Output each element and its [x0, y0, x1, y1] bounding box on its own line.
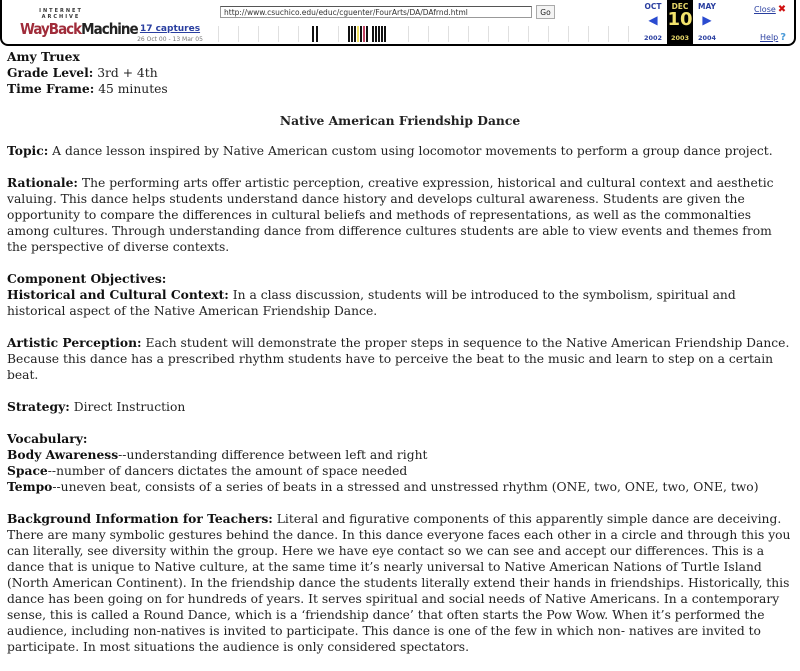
vocab-item: Space--number of dancers dictates the amount of space needed: [7, 463, 408, 478]
capture-sparkline[interactable]: [212, 24, 632, 44]
captures-link[interactable]: 17 captures: [139, 24, 201, 34]
current-month: DEC: [671, 2, 689, 11]
logo-machine-text: Machine: [81, 20, 138, 38]
captures-info: [130, 24, 210, 43]
current-capture: [667, 0, 693, 44]
objectives-heading: Component Objectives:: [7, 271, 167, 286]
next-arrow-icon[interactable]: ▶: [702, 13, 712, 27]
prev-year: 2002: [643, 34, 663, 42]
artistic-perception-section: Artistic Perception: Each student will demonstrate the proper steps in sequence to the Native American Friendship Dance. Because this dance has a prescribed rhythm students have to perceive the beat to the music and learn to step on a certain beat.: [7, 335, 790, 382]
capture-date-range: 26 Oct 00 - 13 Mar 05: [137, 36, 203, 43]
help-icon[interactable]: ?: [780, 32, 787, 43]
background-section: Background Information for Teachers: Literal and figurative components of this apparently simple dance are deceiving. There are many symbolic gestures behind the dance. In this dance everyone faces each other in a circle and through this you can literally, see diversity within the group. Here we have eye contact so we can see and accept our differences. This is a dance that is unique to Native culture, at the same time it’s nearly universal to Native American Nations of Turtle Island (North American Continent). In the friendship dance the students literally extend their hands in friendships. Historically, this dance has been going on for hundreds of years. It serves spiritual and social needs of Native Americans. In a contemporary sense, this is called a Round Dance, which is a ‘friendship dance’ that often starts the Pow Wow. When it’s performed the audience, including non-natives is invited to participate. This dance is one of the few in which non- natives are invited to participate. In most situations the audience is only considered spectators.: [7, 511, 791, 654]
prev-month: OCT: [644, 2, 662, 11]
next-capture[interactable]: [694, 0, 720, 44]
lesson-document: [7, 49, 793, 671]
logo-wayback-text: WayBack: [20, 20, 82, 38]
logo-internet-archive-text: INTERNET ARCHIVE: [39, 8, 83, 20]
next-year: 2004: [697, 34, 717, 42]
close-icon[interactable]: ✖: [777, 4, 787, 15]
help-button[interactable]: Help ?: [760, 32, 787, 43]
current-year: 2003: [670, 34, 690, 42]
page-title: Native American Friendship Dance: [279, 113, 521, 128]
go-button[interactable]: Go: [536, 5, 555, 19]
rationale-section: Rationale: The performing arts offer artistic perception, creative expression, historical and cultural context and aesthetic valuing. This dance helps students understand dance history and develops cultural awareness. Students are given the opportunity to compare the differences in cultural beliefs and methods of representations, as well as the commonalties among cultures. Through understanding dance from difference cultures students are able to view events and themes from the perspective of diverse contexts.: [7, 175, 774, 254]
author: Amy Truex: [7, 49, 80, 64]
grade-level: Grade Level: 3rd + 4th: [7, 65, 158, 80]
prev-arrow-icon[interactable]: ◀: [648, 13, 658, 27]
topic-section: Topic: A dance lesson inspired by Native American custom using locomotor movements to perform a group dance project.: [7, 143, 773, 158]
historical-context-section: Historical and Cultural Context: In a class discussion, students will be introduced to the symbolism, spiritual and historical aspect of the Native American Friendship Dance.: [7, 287, 736, 318]
close-button[interactable]: Close ✖: [754, 4, 787, 15]
prev-capture[interactable]: [640, 0, 666, 44]
wayback-toolbar: [0, 0, 796, 46]
next-month: MAY: [698, 2, 716, 11]
strategy-section: Strategy: Direct Instruction: [7, 399, 186, 414]
vocab-item: Tempo--uneven beat, consists of a series of beats in a stressed and unstressed rhythm (ONE, two, ONE, two, ONE, two): [7, 479, 759, 494]
wayback-logo[interactable]: [20, 8, 138, 40]
capture-calendar: [640, 0, 730, 44]
current-day: 10: [667, 9, 693, 30]
url-input[interactable]: http://www.csuchico.edu/educ/cguenter/FourArts/DA/DAfrnd.html: [220, 6, 532, 18]
time-frame: Time Frame: 45 minutes: [7, 81, 168, 96]
vocab-item: Body Awareness--understanding difference between left and right: [7, 447, 428, 462]
vocabulary-heading: Vocabulary:: [7, 431, 88, 446]
